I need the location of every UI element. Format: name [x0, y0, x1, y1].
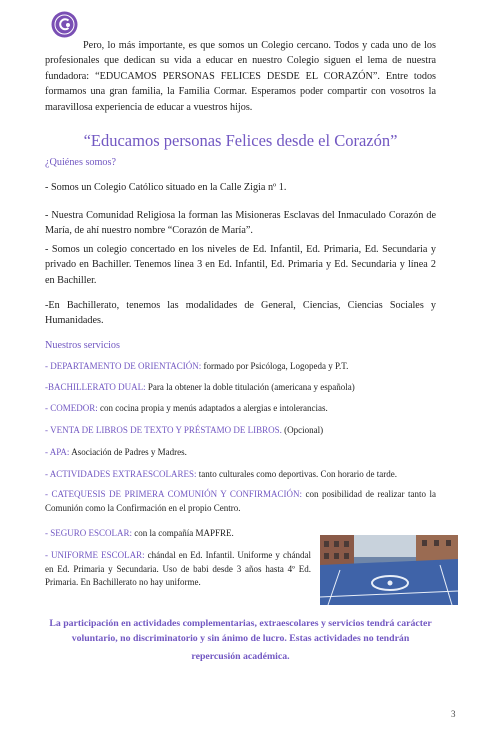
service-text: (Opcional) — [281, 425, 324, 435]
service-item — [45, 468, 436, 482]
service-label: - ACTIVIDADES EXTRAESCOLARES: — [45, 469, 197, 479]
service-label: - APA: — [45, 447, 70, 457]
intro-paragraph: Pero, lo más importante, es que somos un Colegio cercano. Todos y cada uno de los profesionales que dedican su vida a educar en nuestro Colegio siguen el lema de nuestra fundadora: “EDUCAMOS PERSONAS FELICES DESDE EL CORAZÓN”. Entre todos formamos una gran familia, la Familia Cormar. Esperamos poder compartir con vosotros la maravillosa experiencia de educar a vuestros hijos. — [45, 40, 436, 113]
service-item — [45, 424, 436, 438]
service-item — [45, 446, 436, 460]
service-text: Para la obtener la doble titulación (americana y española) — [145, 382, 355, 392]
schoolyard-photo — [320, 535, 458, 605]
closing-line: repercusión académica. — [191, 651, 290, 662]
service-item — [45, 381, 436, 395]
closing-line: voluntario, no discriminatorio y sin ánimo de lucro. Estas actividades no tendrán — [71, 632, 410, 644]
service-label: - UNIFORME ESCOLAR: — [45, 550, 145, 560]
service-item — [45, 402, 436, 416]
closing-line: La participación en actividades complementarias, extraescolares y servicios tendrá carácter — [49, 618, 432, 629]
tagline: “Educamos personas Felices desde el Corazón” — [83, 131, 398, 150]
school-logo-icon — [51, 11, 78, 38]
service-text: Asociación de Padres y Madres. — [69, 447, 187, 457]
quienes-item: - Nuestra Comunidad Religiosa la forman las Misioneras Esclavas del Inmaculado Corazón de María, de ahí nuestro nombre “Corazón de María”. — [45, 210, 436, 237]
quienes-item: -En Bachillerato, tenemos las modalidades de General, Ciencias, Ciencias Sociales y Humanidades. — [45, 300, 436, 327]
quienes-item: - Somos un colegio concertado en los niveles de Ed. Infantil, Ed. Primaria, Ed. Secundaria y privado en Bachiller. Tenemos línea 3 en Ed. Infantil, Ed. Primaria y Ed. Secundaria y línea 2 en Bachiller. — [45, 244, 436, 286]
service-text: con la compañía MAPFRE. — [132, 528, 234, 538]
service-text: chándal en Ed. Infantil. Uniforme y chándal en Ed. Primaria y Secundaria. Uso de babi desde 3 años hasta 4º Ed. Primaria. En Bachillerato no hay uniforme. — [45, 550, 311, 587]
service-text: tanto culturales como deportivas. Con horario de tarde. — [196, 469, 397, 479]
service-text: con cocina propia y menús adaptados a alergias e intolerancias. — [97, 403, 328, 413]
service-label: - CATEQUESIS DE PRIMERA COMUNIÓN Y CONFIRMACIÓN: — [45, 489, 302, 499]
service-label: - COMEDOR: — [45, 403, 98, 413]
service-item — [45, 360, 436, 374]
service-text: formado por Psicóloga, Logopeda y P.T. — [201, 361, 349, 371]
service-label: - SEGURO ESCOLAR: — [45, 528, 133, 538]
service-label: - DEPARTAMENTO DE ORIENTACIÓN: — [45, 361, 202, 371]
service-label: - VENTA DE LIBROS DE TEXTO Y PRÉSTAMO DE LIBROS. — [45, 425, 282, 435]
service-item — [45, 549, 311, 590]
quienes-heading: ¿Quiénes somos? — [45, 157, 117, 168]
service-label: -BACHILLERATO DUAL: — [45, 382, 146, 392]
service-item — [45, 488, 436, 515]
page-number: 3 — [451, 709, 456, 719]
quienes-item: - Somos un Colegio Católico situado en la Calle Zigia nº 1. — [45, 182, 287, 193]
servicios-heading: Nuestros servicios — [45, 340, 120, 351]
closing-note — [32, 617, 449, 665]
service-text: con posibilidad de realizar tanto la Comunión como la Confirmación en el propio Centro. — [45, 489, 436, 513]
